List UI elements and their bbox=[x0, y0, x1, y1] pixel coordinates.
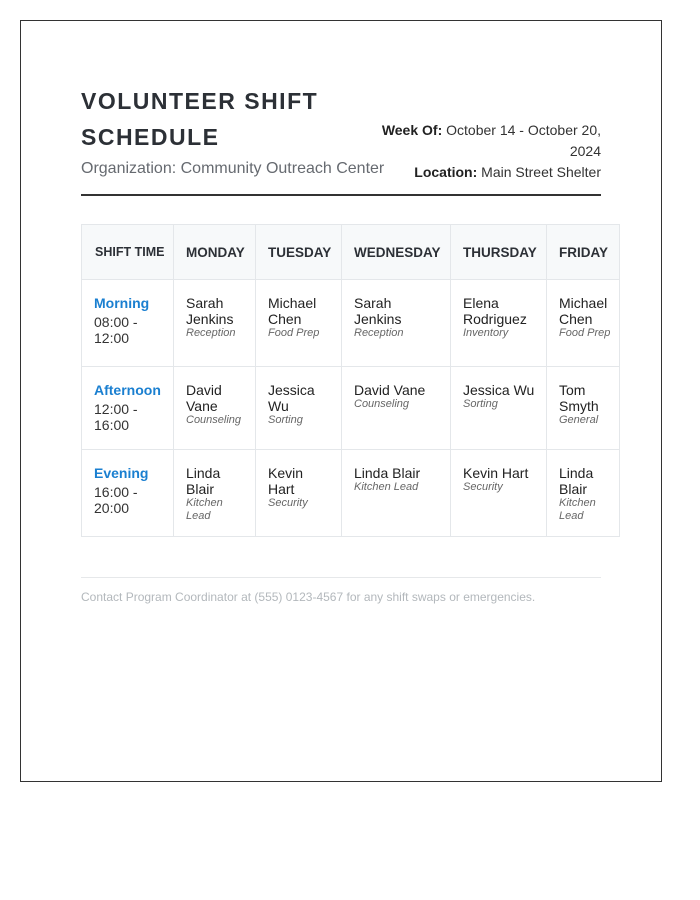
shift-hours: 08:00 - 12:00 bbox=[94, 314, 138, 346]
volunteer-name: Kevin Hart bbox=[268, 465, 304, 497]
assignment-cell bbox=[174, 367, 256, 450]
volunteer-role: Reception bbox=[186, 327, 236, 339]
volunteer-role: Kitchen Lead bbox=[186, 497, 223, 522]
shift-hours: 16:00 - 20:00 bbox=[94, 484, 138, 516]
volunteer-name: Jessica Wu bbox=[268, 382, 315, 414]
column-header-monday: MONDAY bbox=[174, 225, 256, 280]
table-row-afternoon bbox=[82, 367, 620, 450]
column-header-friday: FRIDAY bbox=[547, 225, 620, 280]
shift-table bbox=[81, 224, 620, 537]
volunteer-name: Michael Chen bbox=[268, 295, 317, 327]
location-value: Main Street Shelter bbox=[481, 164, 601, 180]
assignment-cell bbox=[547, 450, 620, 537]
shift-slot-label: Morning bbox=[94, 295, 150, 311]
location-label: Location: bbox=[414, 164, 478, 180]
volunteer-role: Counseling bbox=[354, 398, 410, 410]
assignment-cell bbox=[256, 450, 342, 537]
shift-time-cell bbox=[82, 450, 174, 537]
assignment-cell bbox=[451, 450, 547, 537]
assignment-cell bbox=[451, 367, 547, 450]
volunteer-role: Inventory bbox=[463, 327, 509, 339]
volunteer-role: Sorting bbox=[268, 414, 303, 426]
column-header-wednesday: WEDNESDAY bbox=[342, 225, 451, 280]
assignment-cell bbox=[256, 367, 342, 450]
assignment-cell bbox=[342, 367, 451, 450]
volunteer-role: Kitchen Lead bbox=[559, 497, 596, 522]
table-header-row bbox=[82, 225, 620, 280]
assignment-cell bbox=[547, 280, 620, 367]
volunteer-name: Linda Blair bbox=[186, 465, 221, 497]
column-header-shift-time: SHIFT TIME bbox=[82, 225, 174, 280]
volunteer-name: David Vane bbox=[354, 382, 426, 398]
volunteer-name: Tom Smyth bbox=[559, 382, 599, 414]
schedule-meta bbox=[381, 120, 601, 183]
volunteer-name: Jessica Wu bbox=[463, 382, 535, 398]
week-of-line bbox=[381, 120, 601, 162]
volunteer-role: Security bbox=[463, 481, 503, 493]
volunteer-name: David Vane bbox=[186, 382, 222, 414]
footer-divider bbox=[81, 577, 601, 578]
volunteer-name: Sarah Jenkins bbox=[354, 295, 402, 327]
assignment-cell bbox=[256, 280, 342, 367]
volunteer-name: Linda Blair bbox=[559, 465, 594, 497]
shift-time-cell bbox=[82, 367, 174, 450]
table-row-evening bbox=[82, 450, 620, 537]
location-line bbox=[381, 162, 601, 183]
volunteer-role: General bbox=[559, 414, 599, 426]
page-title: VOLUNTEER SHIFT SCHEDULE bbox=[81, 88, 319, 150]
volunteer-role: Food Prep bbox=[559, 327, 611, 339]
column-header-tuesday: TUESDAY bbox=[256, 225, 342, 280]
shift-slot-label: Evening bbox=[94, 465, 149, 481]
volunteer-role: Food Prep bbox=[268, 327, 320, 339]
assignment-cell bbox=[342, 280, 451, 367]
organization-line: Organization: Community Outreach Center bbox=[81, 160, 385, 177]
table-row-morning bbox=[82, 280, 620, 367]
volunteer-role: Kitchen Lead bbox=[354, 481, 419, 493]
column-header-thursday: THURSDAY bbox=[451, 225, 547, 280]
volunteer-name: Elena Rodriguez bbox=[463, 295, 527, 327]
volunteer-name: Kevin Hart bbox=[463, 465, 529, 481]
volunteer-role: Reception bbox=[354, 327, 404, 339]
assignment-cell bbox=[342, 450, 451, 537]
shift-slot-label: Afternoon bbox=[94, 382, 161, 398]
document-header bbox=[81, 83, 601, 196]
assignment-cell bbox=[547, 367, 620, 450]
volunteer-role: Security bbox=[268, 497, 308, 509]
assignment-cell bbox=[451, 280, 547, 367]
assignment-cell bbox=[174, 450, 256, 537]
document-page bbox=[20, 20, 662, 782]
shift-time-cell bbox=[82, 280, 174, 367]
shift-hours: 12:00 - 16:00 bbox=[94, 401, 138, 433]
volunteer-name: Michael Chen bbox=[559, 295, 608, 327]
week-of-label: Week Of: bbox=[381, 122, 443, 138]
volunteer-role: Sorting bbox=[463, 398, 498, 410]
volunteer-name: Sarah Jenkins bbox=[186, 295, 234, 327]
volunteer-name: Linda Blair bbox=[354, 465, 421, 481]
week-of-value: October 14 - October 20, 2024 bbox=[446, 122, 601, 159]
footer-note: Contact Program Coordinator at (555) 0123-4567 for any shift swaps or emergencies. bbox=[81, 590, 536, 604]
assignment-cell bbox=[174, 280, 256, 367]
volunteer-role: Counseling bbox=[186, 414, 242, 426]
